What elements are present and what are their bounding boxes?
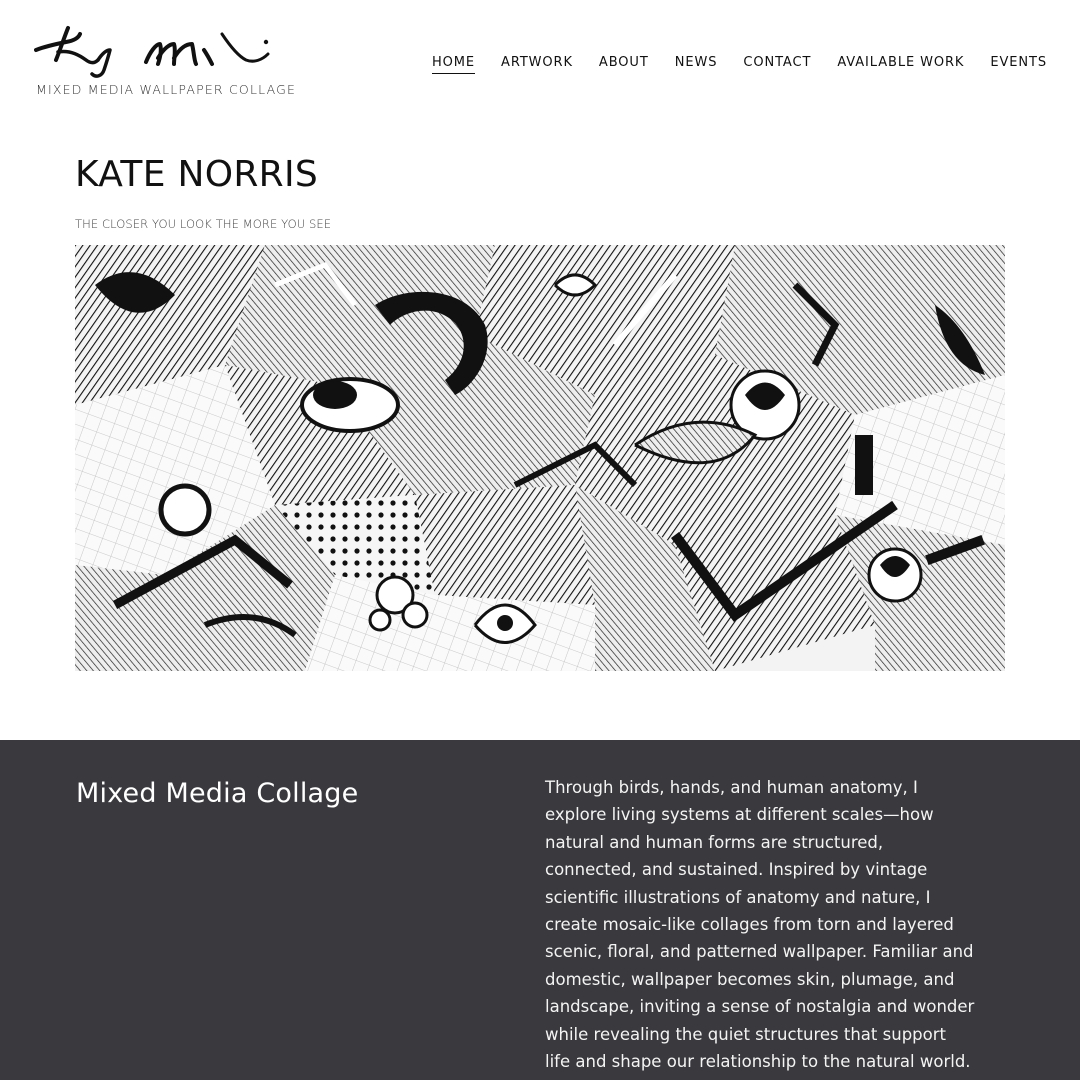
nav-item-events: [990, 51, 1047, 74]
nav-item-about: [599, 51, 649, 74]
artist-statement: Through birds, hands, and human anatomy, I explore living systems at different scales—how natural and human forms are structured, connected, and sustained. Inspired by vintage scientific illustrations of anatomy and nature, I create mosaic-like collages from torn and layered scenic, floral, and patterned wallpaper. Familiar and domestic, wallpaper becomes skin, plumage, and landscape, inviting a sense of nostalgia and wonder while revealing the quiet structures that support life and shape our relationship to the natural world.: [545, 778, 975, 1072]
site-header: [0, 0, 1080, 120]
page-tagline: THE CLOSER YOU LOOK THE MORE YOU SEE: [75, 217, 332, 231]
nav-link-events[interactable]: EVENTS: [990, 55, 1047, 70]
nav-item-home: [432, 51, 475, 74]
nav-item-available-work: [837, 51, 964, 74]
page-title: KATE NORRIS: [75, 154, 319, 195]
nav-link-artwork[interactable]: ARTWORK: [501, 55, 573, 70]
nav-item-artwork: [501, 51, 573, 74]
nav-link-available-work[interactable]: AVAILABLE WORK: [837, 55, 965, 70]
nav-item-news: [675, 51, 718, 74]
nav-link-home[interactable]: HOME: [432, 55, 475, 74]
site-logo[interactable]: [34, 20, 297, 100]
collage-artwork-illustration: [75, 245, 1005, 671]
nav-link-news[interactable]: NEWS: [674, 55, 718, 70]
hero-artwork-image: [75, 245, 1005, 671]
about-band: [0, 740, 1080, 1080]
signature-logo-icon: [34, 20, 274, 78]
nav-link-about[interactable]: ABOUT: [598, 55, 649, 70]
nav-item-contact: [743, 51, 811, 74]
nav-link-contact[interactable]: CONTACT: [743, 55, 812, 70]
main-nav: [432, 51, 1047, 74]
logo-subtitle: MIXED MEDIA WALLPAPER COLLAGE: [36, 82, 297, 97]
section-title: Mixed Media Collage: [76, 778, 359, 809]
